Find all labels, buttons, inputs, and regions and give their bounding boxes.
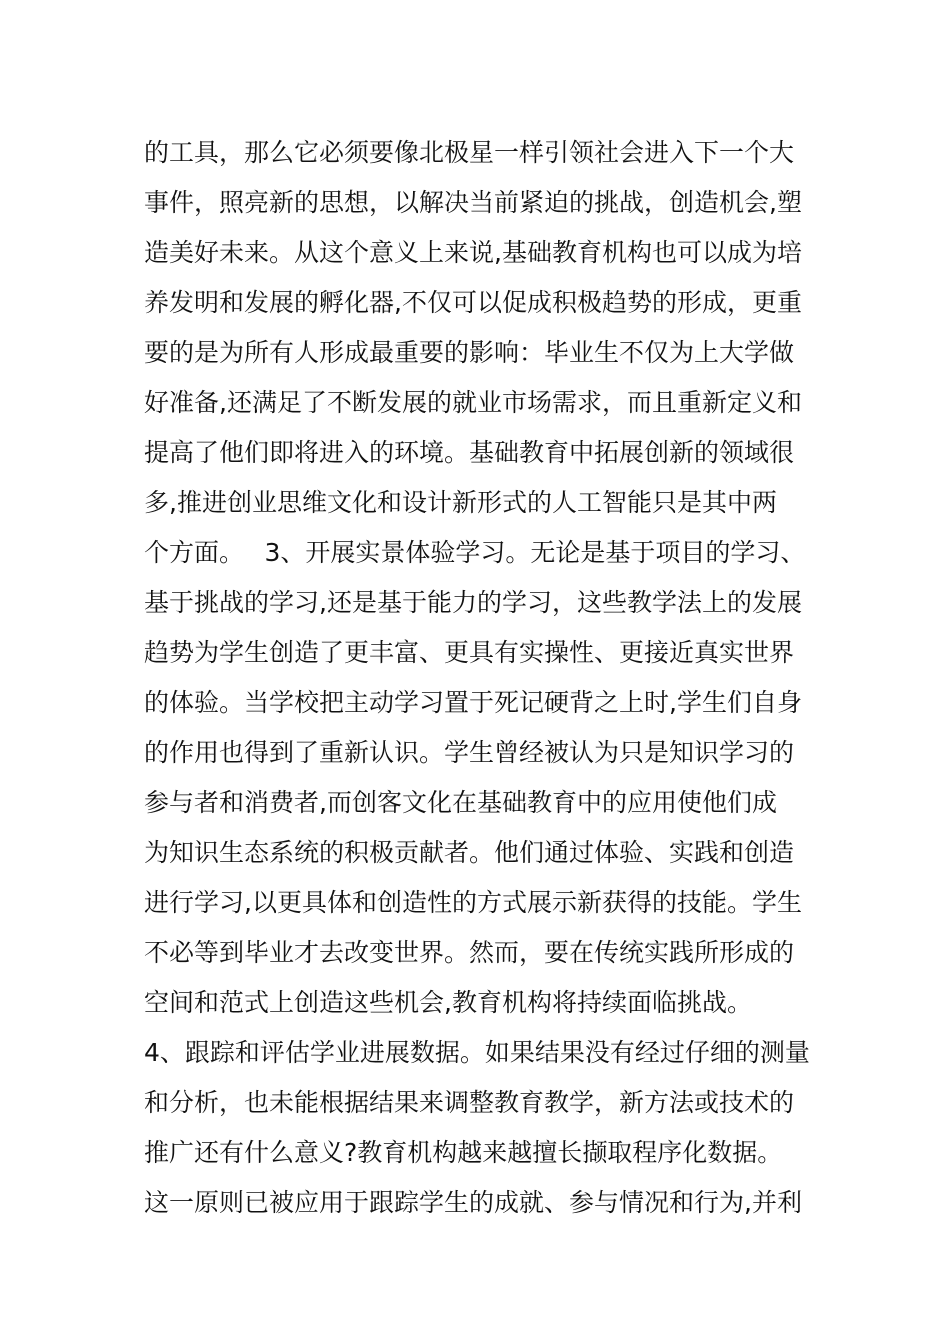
text-line-6: 好准备,还满足了不断发展的就业市场需求，而且重新定义和: [144, 388, 802, 417]
text-line-21: 推广还有什么意义?教育机构越来越擅长撷取程序化数据。: [144, 1138, 783, 1167]
text-line-13: 的作用也得到了重新认识。学生曾经被认为只是知识学习的: [144, 738, 795, 767]
text-line-1: 的工具，那么它必须要像北极星一样引领社会进入下一个大: [144, 138, 795, 167]
text-line-4: 养发明和发展的孵化器,不仅可以促成积极趋势的形成，更重: [144, 288, 802, 317]
text-line-5: 要的是为所有人形成最重要的影响：毕业生不仅为上大学做: [144, 338, 795, 367]
text-line-16: 进行学习,以更具体和创造性的方式展示新获得的技能。学生: [144, 888, 802, 917]
text-line-19: 4、跟踪和评估学业进展数据。如果结果没有经过仔细的测量: [144, 1038, 810, 1067]
text-line-11: 趋势为学生创造了更丰富、更具有实操性、更接近真实世界: [144, 638, 795, 667]
text-line-7: 提高了他们即将进入的环境。基础教育中拓展创新的领域很: [144, 438, 795, 467]
text-line-3: 造美好未来。从这个意义上来说,基础教育机构也可以成为培: [144, 238, 802, 267]
text-line-12: 的体验。当学校把主动学习置于死记硬背之上时,学生们自身: [144, 688, 802, 717]
text-line-10: 基于挑战的学习,还是基于能力的学习，这些教学法上的发展: [144, 588, 802, 617]
text-line-22: 这一原则已被应用于跟踪学生的成就、参与情况和行为,并利: [144, 1188, 802, 1217]
text-line-15: 为知识生态系统的积极贡献者。他们通过体验、实践和创造: [144, 838, 795, 867]
body-text: [144, 128, 812, 1228]
text-line-9: 个方面。 3、开展实景体验学习。无论是基于项目的学习、: [144, 538, 806, 567]
text-line-17: 不必等到毕业才去改变世界。然而，要在传统实践所形成的: [144, 938, 795, 967]
text-line-18: 空间和范式上创造这些机会,教育机构将持续面临挑战。: [144, 988, 752, 1017]
text-line-14: 参与者和消费者,而创客文化在基础教育中的应用使他们成: [144, 788, 777, 817]
text-line-2: 事件，照亮新的思想，以解决当前紧迫的挑战，创造机会,塑: [144, 188, 802, 217]
text-line-8: 多,推进创业思维文化和设计新形式的人工智能只是其中两: [144, 488, 777, 517]
text-line-20: 和分析，也未能根据结果来调整教育教学，新方法或技术的: [144, 1088, 795, 1117]
